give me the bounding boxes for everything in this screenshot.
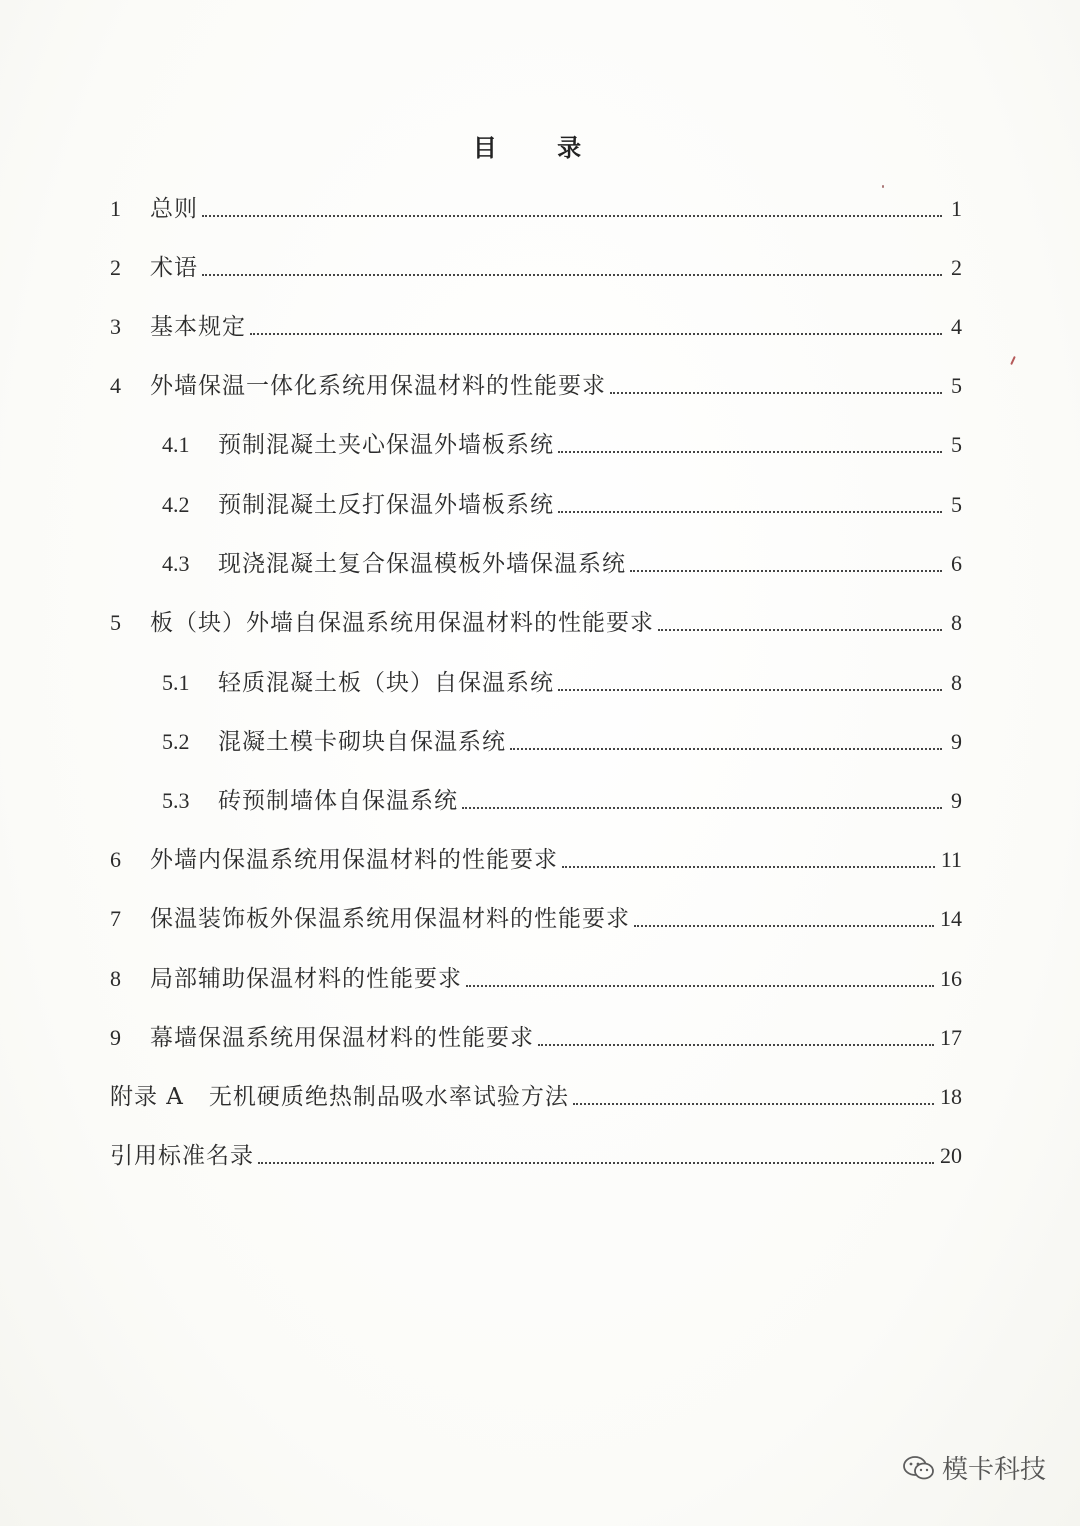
- toc-entry-label: 局部辅助保温材料的性能要求: [150, 966, 462, 992]
- toc-entry-label: 保温装饰板外保温系统用保温材料的性能要求: [150, 906, 630, 932]
- toc-entry-page: 8: [951, 610, 962, 635]
- leader-dots: [558, 510, 942, 513]
- toc-subentry: [110, 426, 962, 460]
- leader-dots: [558, 688, 942, 691]
- toc-entry-page: 8: [951, 670, 962, 695]
- toc-subentry: [110, 782, 962, 816]
- toc-entry-page: 17: [940, 1025, 962, 1050]
- toc-entry-number: 4.1: [162, 432, 190, 457]
- toc-entry-page: 5: [951, 373, 962, 398]
- leader-dots: [258, 1161, 934, 1164]
- toc-entry-page: 18: [940, 1084, 962, 1109]
- leader-dots: [462, 806, 942, 809]
- toc-entry-label: 附录 A 无机硬质绝热制品吸水率试验方法: [110, 1084, 569, 1110]
- toc-entry: [110, 1078, 962, 1112]
- toc-entry: [110, 249, 962, 283]
- toc-entry-label: 外墙保温一体化系统用保温材料的性能要求: [150, 373, 606, 399]
- toc-entry-number: 6: [110, 847, 121, 872]
- toc-entry: [110, 604, 962, 638]
- leader-dots: [610, 391, 942, 394]
- toc-entry-number: 1: [110, 196, 121, 221]
- toc-subentry: [110, 486, 962, 520]
- toc-entry-number: 4.2: [162, 492, 190, 517]
- toc-entry: [110, 960, 962, 994]
- toc-entry-page: 6: [951, 551, 962, 576]
- leader-dots: [250, 332, 942, 335]
- wechat-icon: [902, 1454, 936, 1482]
- scan-speck: [882, 185, 884, 188]
- toc-entry-number: 9: [110, 1025, 121, 1050]
- toc-entry: [110, 1019, 962, 1053]
- toc-entry-number: 7: [110, 906, 121, 931]
- toc-entry: [110, 367, 962, 401]
- toc-entry-label: 基本规定: [150, 314, 246, 340]
- leader-dots: [466, 984, 934, 987]
- toc-entry: [110, 190, 962, 224]
- watermark: [902, 1449, 1046, 1486]
- toc-entry: [110, 1137, 962, 1171]
- toc-entry-label: 幕墙保温系统用保温材料的性能要求: [150, 1025, 534, 1051]
- leader-dots: [510, 747, 942, 750]
- toc-entry-page: 11: [940, 847, 962, 872]
- toc-entry-label: 引用标准名录: [110, 1143, 254, 1169]
- toc-entry-label: 外墙内保温系统用保温材料的性能要求: [150, 847, 558, 873]
- toc-entry-label: 板（块）外墙自保温系统用保温材料的性能要求: [150, 610, 654, 636]
- toc-entry-number: 8: [110, 966, 121, 991]
- toc-entry-label: 预制混凝土反打保温外墙板系统: [218, 492, 554, 518]
- page-title: 目 录: [472, 133, 608, 162]
- leader-dots: [558, 450, 942, 453]
- toc-entry-number: 4.3: [162, 551, 190, 576]
- leader-dots: [202, 273, 942, 276]
- toc-entry-page: 5: [951, 432, 962, 457]
- toc-entry-number: 3: [110, 314, 121, 339]
- leader-dots: [630, 569, 942, 572]
- toc-entry-label: 总则: [150, 196, 198, 222]
- toc-entry-label: 预制混凝土夹心保温外墙板系统: [218, 432, 554, 458]
- leader-dots: [634, 924, 934, 927]
- toc-entry: [110, 900, 962, 934]
- leader-dots: [573, 1102, 934, 1105]
- watermark-text: 模卡科技: [941, 1455, 1046, 1485]
- leader-dots: [538, 1043, 934, 1046]
- toc-entry-page: 20: [940, 1143, 962, 1168]
- leader-dots: [202, 214, 942, 217]
- toc-subentry: [110, 723, 962, 757]
- toc-entry-label: 现浇混凝土复合保温模板外墙保温系统: [218, 551, 626, 577]
- toc-entry-number: 5.3: [162, 788, 190, 813]
- toc-entry-label: 轻质混凝土板（块）自保温系统: [218, 670, 554, 696]
- toc-entry-page: 9: [951, 729, 962, 754]
- toc-entry-page: 14: [940, 906, 962, 931]
- toc-entry-label: 混凝土模卡砌块自保温系统: [218, 729, 506, 755]
- leader-dots: [562, 865, 935, 868]
- toc-entry-number: 4: [110, 373, 121, 398]
- toc-entry-number: 5: [110, 610, 121, 635]
- toc-entry-page: 9: [951, 788, 962, 813]
- toc-entry-number: 5.1: [162, 670, 190, 695]
- leader-dots: [658, 628, 942, 631]
- toc-entry: [110, 308, 962, 342]
- scan-speck: [1010, 356, 1016, 365]
- toc-entry-page: 4: [951, 314, 962, 339]
- toc-entry-label: 术语: [150, 255, 198, 281]
- toc-subentry: [110, 664, 962, 698]
- toc-entry: [110, 841, 962, 875]
- toc-entry-number: 5.2: [162, 729, 190, 754]
- toc-entry-page: 16: [940, 966, 962, 991]
- toc-entry-page: 5: [951, 492, 962, 517]
- toc-entry-page: 2: [951, 255, 962, 280]
- toc-entry-number: 2: [110, 255, 121, 280]
- toc-subentry: [110, 545, 962, 579]
- toc-entry-label: 砖预制墙体自保温系统: [218, 788, 458, 814]
- toc-entry-page: 1: [951, 196, 962, 221]
